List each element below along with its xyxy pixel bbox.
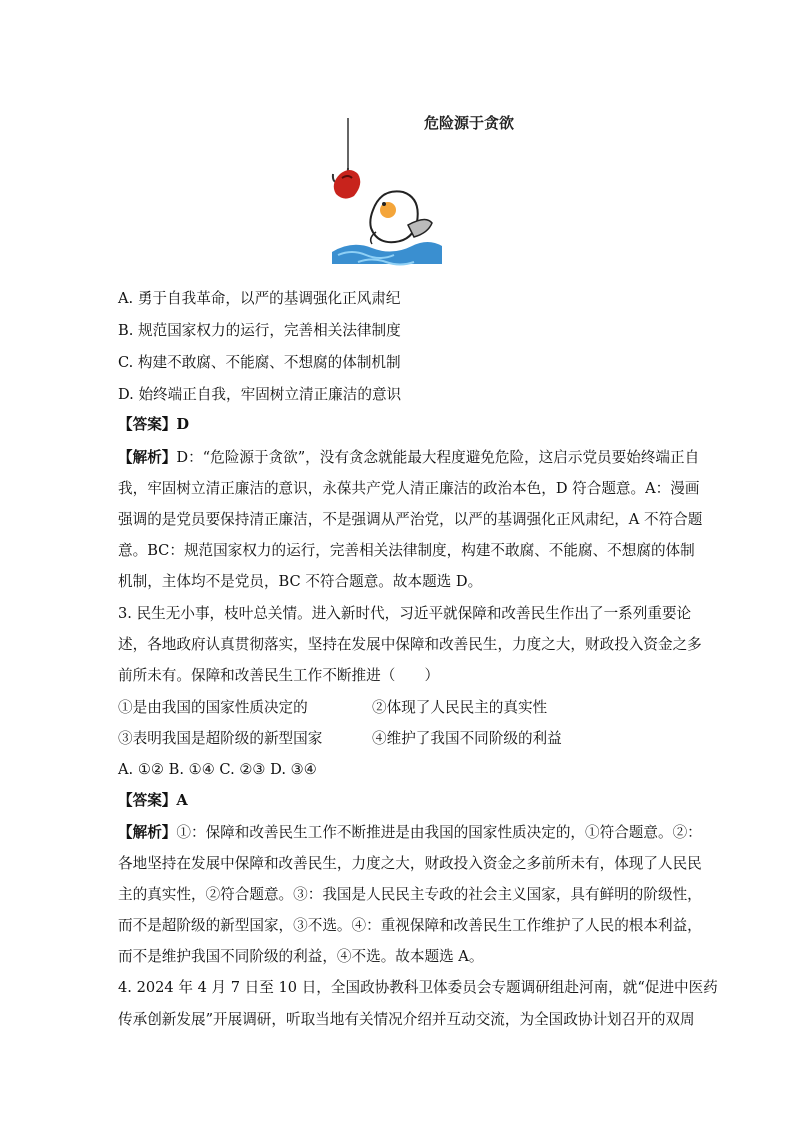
q4-stem-line-1: 4. 2024 年 4 月 7 日至 10 日，全国政协教科卫体委员会专题调研组赴河南，就“促进中医药 [118,979,718,996]
analysis-q2-line-3: 强调的是党员要保持清正廉洁，不是强调从严治党，以严的基调强化正风肃纪，A 不符合题 [118,511,703,528]
statement-3: ③表明我国是超阶级的新型国家 [118,730,323,747]
calligraphy-char: 危险源于贪欲 [424,114,515,132]
q3-stem-line-1: 3. 民生无小事，枝叶总关情。进入新时代，习近平就保障和改善民生作出了一系列重要论 [118,605,692,622]
option-c: C. 构建不敢腐、不能腐、不想腐的体制机制 [118,354,401,371]
analysis-q3-line-2: 各地坚持在发展中保障和改善民生，力度之大，财政投入资金之多前所未有，体现了人民民 [118,855,702,872]
q3-stem-line-3: 前所未有。保障和改善民生工作不断推进（ ） [118,667,440,684]
fish-icon [370,191,432,244]
option-b: B. 规范国家权力的运行，完善相关法律制度 [118,322,401,339]
q3-choices: A. ①② B. ①④ C. ②③ D. ③④ [118,761,317,778]
q3-statement-row-2 [118,729,678,749]
analysis-text: ①：保障和改善民生工作不断推进是由我国的国家性质决定的，①符合题意。②： [176,824,702,841]
analysis-label: 【解析】 [118,824,177,841]
statement-2: ②体现了人民民主的真实性 [372,699,548,716]
analysis-q2-line-2: 我，牢固树立清正廉洁的意识，永葆共产党人清正廉洁的政治本色，D 符合题意。A：漫画 [118,480,700,497]
analysis-q3-line-5: 而不是维护我国不同阶级的利益，④不选。故本题选 A。 [118,948,484,965]
option-d: D. 始终端正自我，牢固树立清正廉洁的意识 [118,386,402,403]
analysis-label: 【解析】 [118,449,177,466]
statement-1: ①是由我国的国家性质决定的 [118,699,308,716]
answer-q3: 【答案】A [118,792,188,809]
analysis-q3-line-1 [118,823,702,843]
cartoon-figure [328,110,515,268]
water-icon [332,242,442,265]
analysis-text: D：“危险源于贪欲”，没有贪念就能最大程度避免危险，这启示党员要始终端正自 [176,449,700,466]
analysis-q3-line-3: 主的真实性，②符合题意。③：我国是人民民主专政的社会主义国家，具有鲜明的阶级性， [118,886,702,903]
answer-q2: 【答案】D [118,416,190,433]
q3-statement-row-1 [118,698,678,718]
analysis-q3-line-4: 而不是超阶级的新型国家，③不选。④：重视保障和改善民生工作维护了人民的根本利益， [118,917,702,934]
statement-4: ④维护了我国不同阶级的利益 [372,730,562,747]
q4-stem-line-2: 传承创新发展”开展调研，听取当地有关情况介绍并互动交流，为全国政协计划召开的双周 [118,1011,695,1028]
cartoon-illustration [328,110,515,268]
option-a: A. 勇于自我革命，以严的基调强化正风肃纪 [118,290,401,307]
analysis-q2-line-1 [118,448,700,468]
hook-icon [333,168,360,199]
analysis-q2-line-4: 意。BC：规范国家权力的运行，完善相关法律制度，构建不敢腐、不能腐、不想腐的体制 [118,542,695,559]
q3-stem-line-2: 述，各地政府认真贯彻落实，坚持在发展中保障和改善民生，力度之大，财政投入资金之多 [118,636,702,653]
calligraphy-title [424,114,514,132]
analysis-q2-line-5: 机制，主体均不是党员，BC 不符合题意。故本题选 D。 [118,573,483,590]
